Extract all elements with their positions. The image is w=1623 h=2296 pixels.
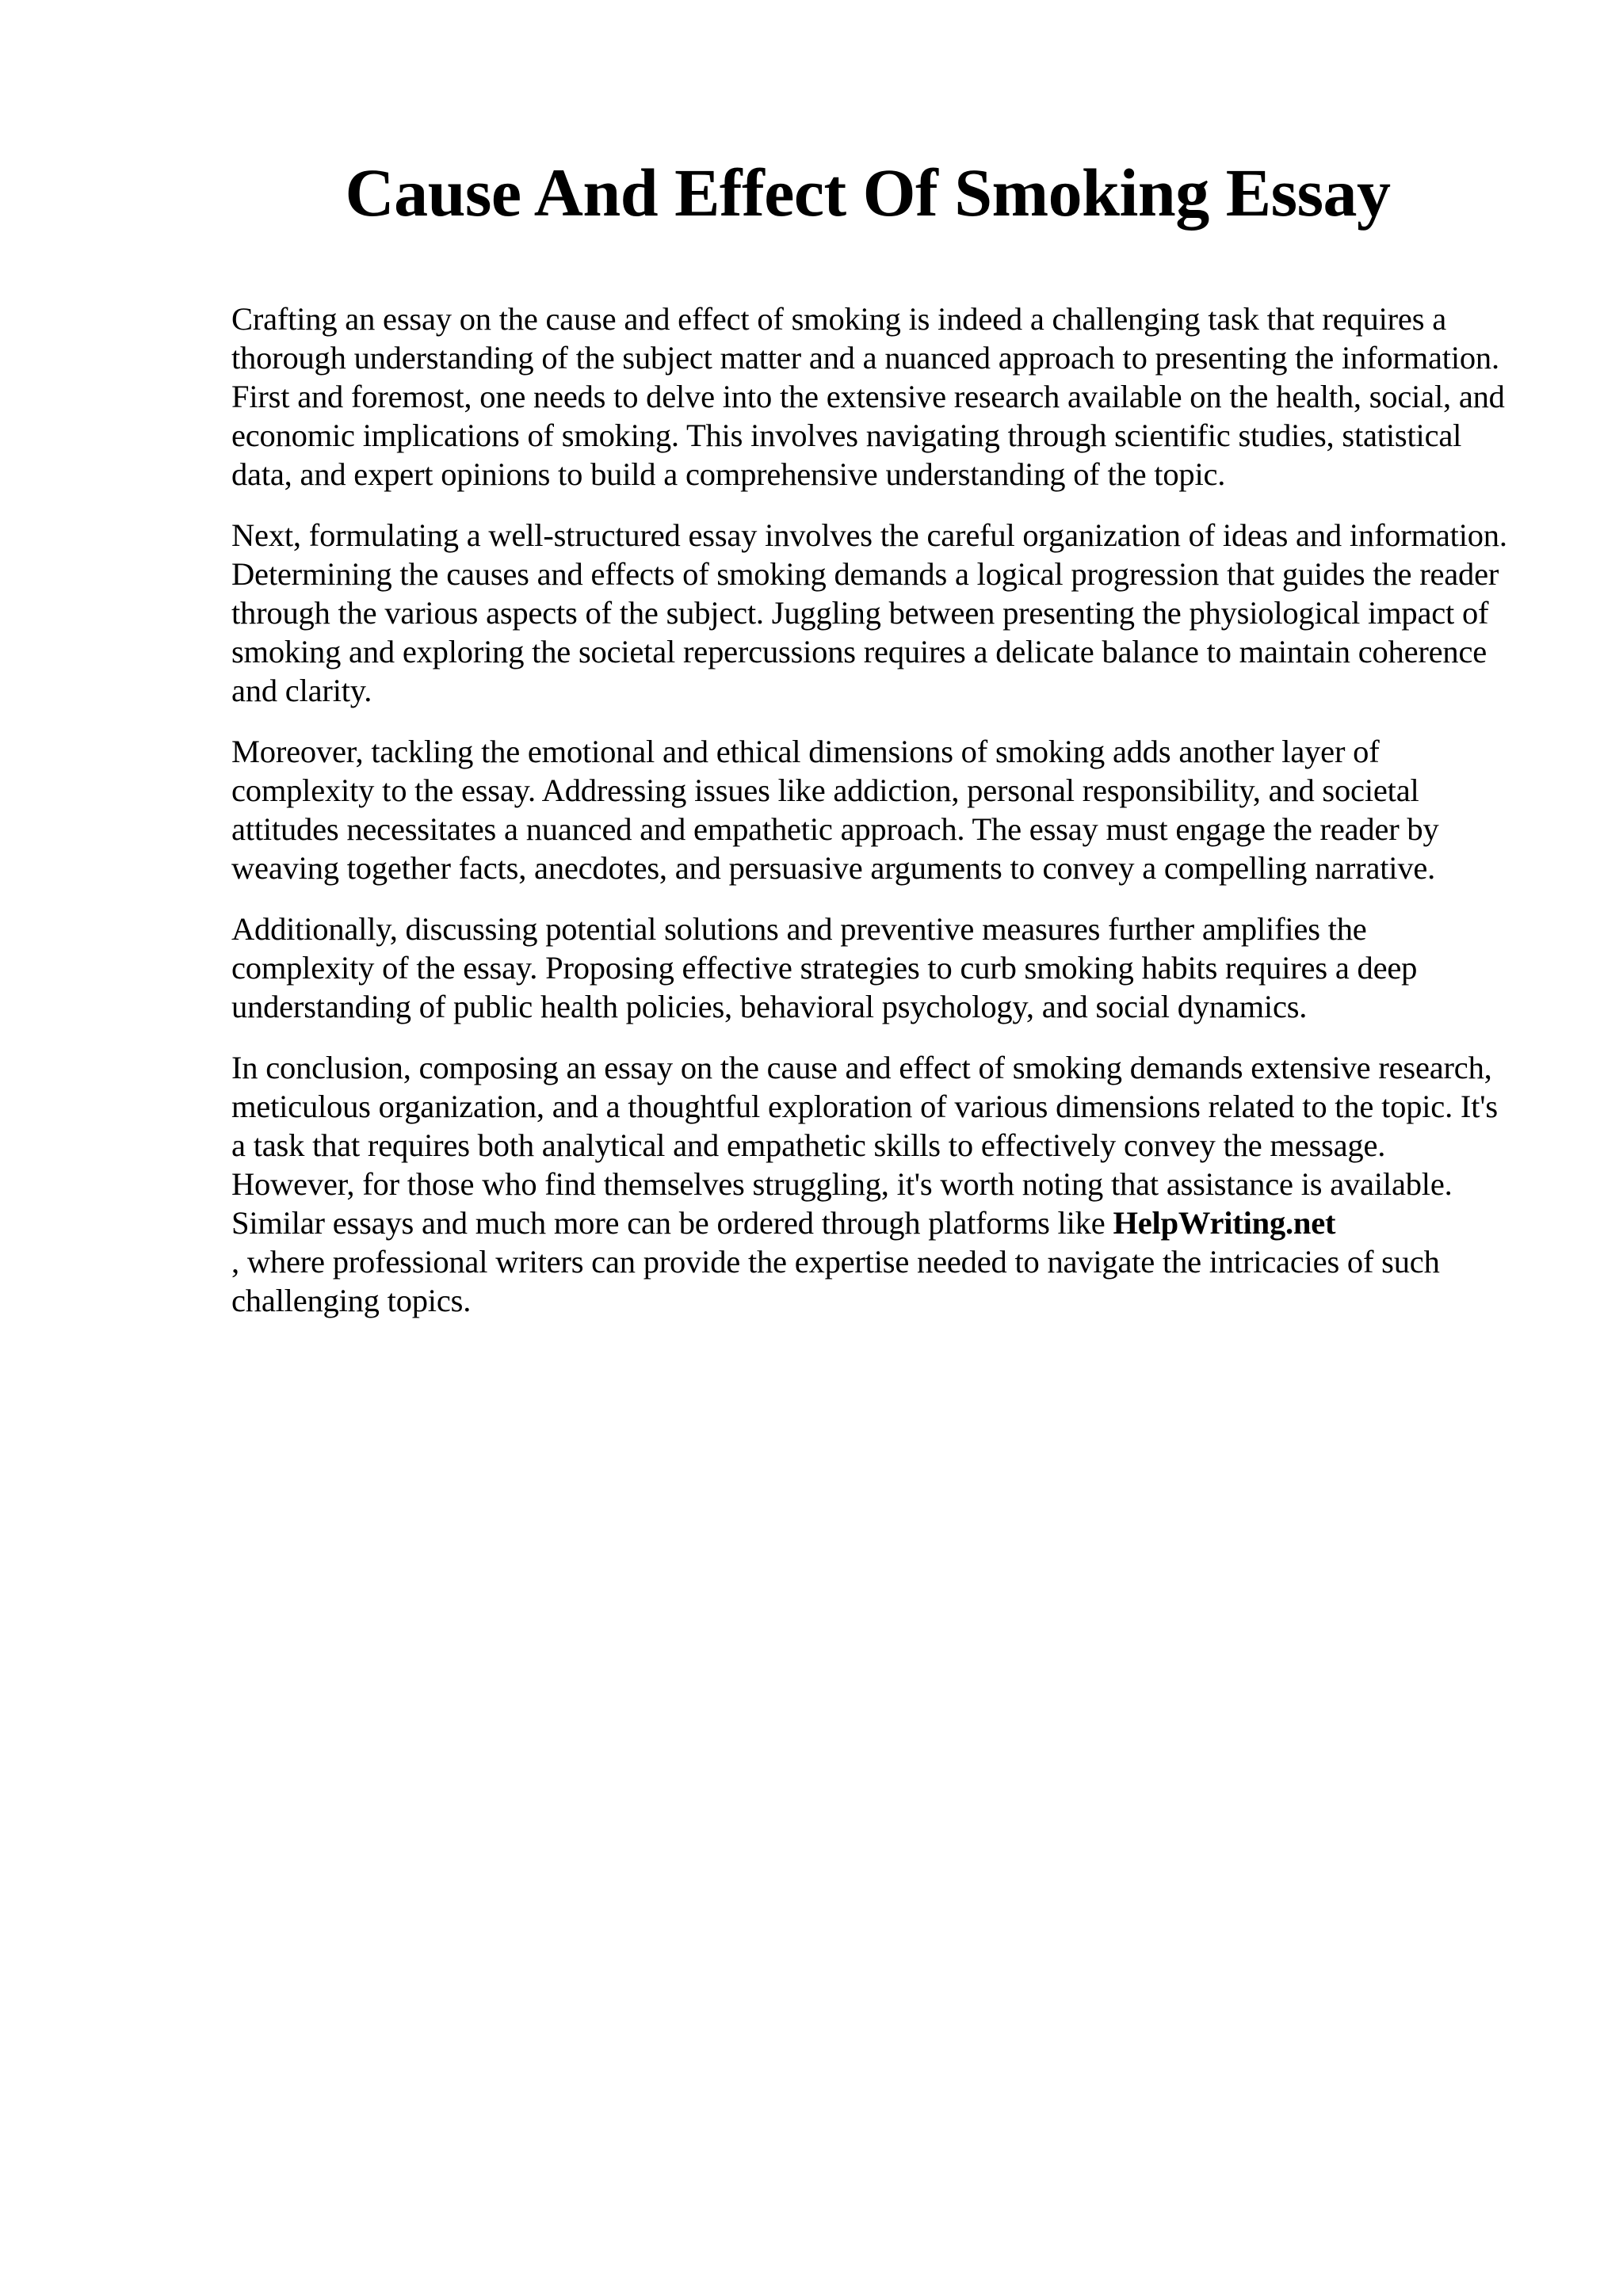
conclusion-text: In conclusion, composing an essay on the cause and effect of smoking demands extensive research, meticulous organization, and a thoughtful exploration of various dimensions related to the topic. It's a task that requires both analytical and empathetic skills to effectively convey the message. However, for those who find themselves struggling, it's worth noting that assistance is available. Similar essays and much more can be ordered through platforms like	[231, 1050, 1498, 1241]
page-title: Cause And Effect Of Smoking Essay	[345, 154, 1391, 231]
paragraph-5-conclusion	[231, 1048, 1515, 1320]
helpwriting-link[interactable]: HelpWriting.net	[1113, 1205, 1336, 1241]
paragraph-3: Moreover, tackling the emotional and ethical dimensions of smoking adds another layer of complexity to the essay. Addressing issues like addiction, personal responsibility, and societal attitudes necessitates a nuanced and empathetic approach. The essay must engage the reader by weaving together facts, anecdotes, and persuasive arguments to convey a compelling narrative.	[231, 734, 1439, 886]
paragraph-4: Additionally, discussing potential solutions and preventive measures further amplifies the complexity of the essay. Proposing effective strategies to curb smoking habits requires a deep understanding of public health policies, behavioral psychology, and social dynamics.	[231, 911, 1418, 1024]
conclusion-tail: , where professional writers can provide the expertise needed to navigate the intricacies of such challenging topics.	[231, 1244, 1440, 1318]
paragraph-2: Next, formulating a well-structured essay involves the careful organization of ideas and information. Determining the causes and effects of smoking demands a logical progression that guides the reader through the various aspects of the subject. Juggling between presenting the physiological impact of smoking and exploring the societal repercussions requires a delicate balance to maintain coherence and clarity.	[231, 517, 1507, 708]
essay-body	[231, 299, 1515, 1342]
paragraph-1: Crafting an essay on the cause and effect of smoking is indeed a challenging task that requires a thorough understanding of the subject matter and a nuanced approach to presenting the information. First and foremost, one needs to delve into the extensive research available on the health, social, and economic implications of smoking. This involves navigating through scientific studies, statistical data, and expert opinions to build a comprehensive understanding of the topic.	[231, 301, 1505, 492]
